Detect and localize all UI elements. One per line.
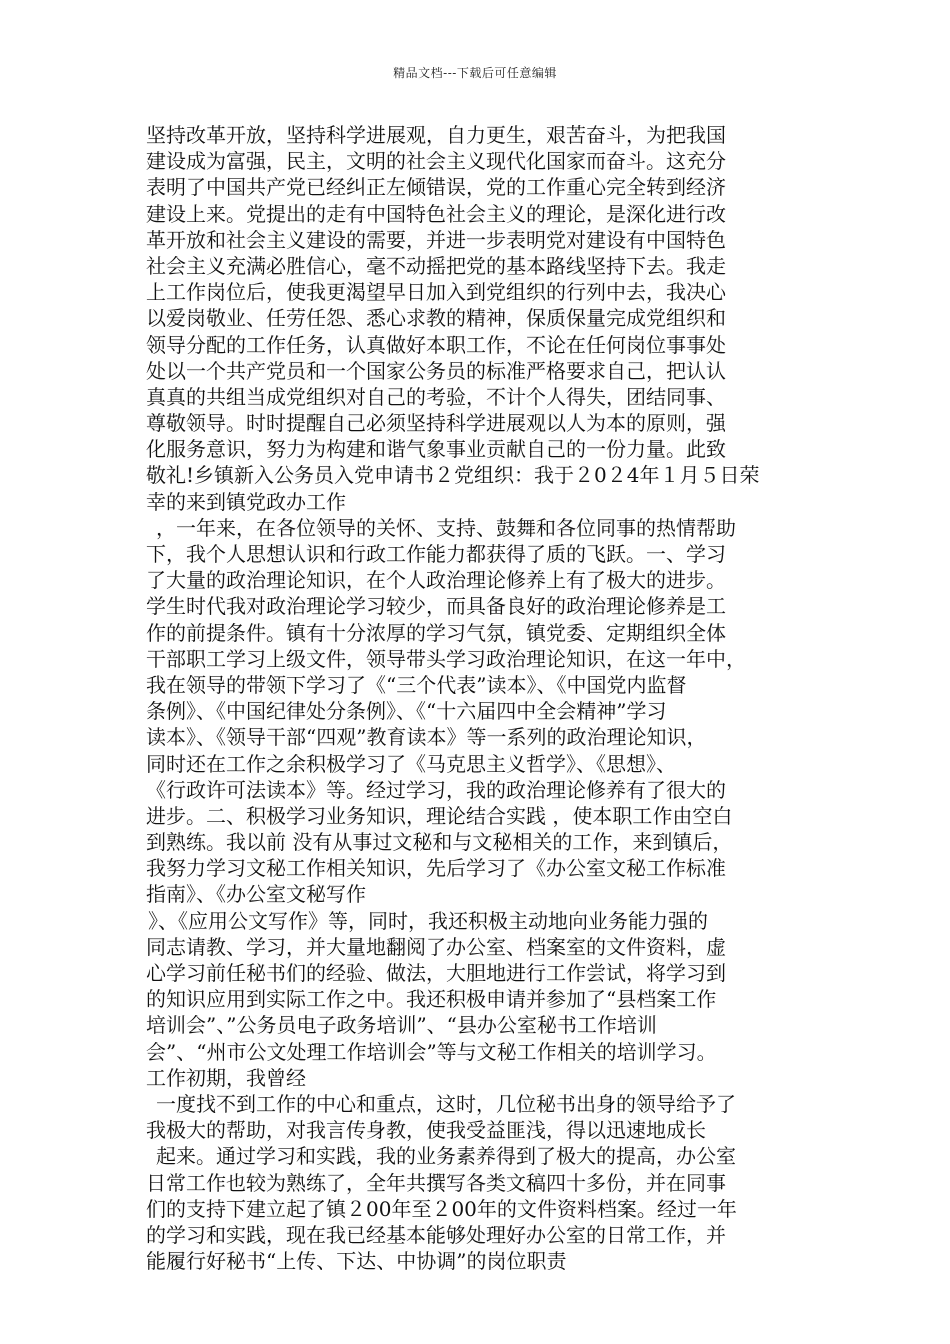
body-line: 到熟练。我以前 没有从事过文秘和与文秘相关的工作，来到镇后， xyxy=(146,830,733,855)
body-line: 我努力学习文秘工作相关知识，先后学习了《办公室文秘工作标准 xyxy=(146,856,726,881)
body-line: 幸的来到镇党政办工作 xyxy=(146,489,346,514)
body-line: 表明了中国共产党已经纠正左倾错误，党的工作重心完全转到经济 xyxy=(146,175,726,200)
body-line: 尊敬领导。时时提醒自己必须坚持科学进展观以人为本的原则，强 xyxy=(146,411,726,436)
body-line: 化服务意识，努力为构建和谐气象事业贡献自己的一份力量。此致 xyxy=(146,437,726,462)
page-header: 精品文档---下载后可任意编辑 xyxy=(393,66,557,80)
body-line: 心学习前任秘书们的经验、做法，大胆地进行工作尝试，将学习到 xyxy=(146,961,726,985)
body-line: 建设上来。党提出的走有中国特色社会主义的理论，是深化进行改 xyxy=(146,201,726,226)
body-line: 《行政许可法读本》等。经过学习，我的政治理论修养有了很大的 xyxy=(146,777,726,802)
body-line: 干部职工学习上级文件，领导带头学习政治理论知识，在这一年中， xyxy=(146,646,746,671)
body-line: 同志请教、学习，并大量地翻阅了办公室、档案室的文件资料，虚 xyxy=(146,934,726,959)
body-line: 我在领导的带领下学习了《“三个代表”读本》、《中国党内监督 xyxy=(146,672,687,697)
body-line: 一度找不到工作的中心和重点，这时，几位秘书出身的领导给予了 xyxy=(156,1091,736,1116)
body-line: 会”、“州市公文处理工作培训会”等与文秘工作相关的培训学习。 xyxy=(146,1039,717,1064)
body-line: 真真的共组当成党组织对自己的考验，不计个人得失，团结同事、 xyxy=(146,384,726,409)
body-line: 同时还在工作之余积极学习了《马克思主义哲学》、《思想》、 xyxy=(146,751,676,776)
body-line: 了大量的政治理论知识，在个人政治理论修养上有了极大的进步。 xyxy=(146,568,726,593)
body-line: 条例》、《中国纪律处分条例》、《“十六届四中全会精神”学习 xyxy=(146,699,667,724)
body-line: 领导分配的工作任务，认真做好本职工作，不论在任何岗位事事处 xyxy=(146,332,726,357)
body-line: 读本》、《领导干部“四观”教育读本》等一系列的政治理论知识， xyxy=(146,725,707,750)
body-line: 起来。通过学习和实践，我的业务素养得到了极大的提高，办公室 xyxy=(156,1144,736,1169)
document-body xyxy=(146,122,826,1274)
body-line: 的知识应用到实际工作之中。我还积极申请并参加了“县档案工作 xyxy=(146,987,717,1012)
body-line: 日常工作也较为熟练了，全年共撰写各类文稿四十多份，并在同事 xyxy=(146,1170,726,1195)
body-line: 坚持改革开放，坚持科学进展观，自力更生，艰苦奋斗，为把我国 xyxy=(146,123,726,147)
body-line: 能履行好秘书“上传、下达、中协调”的岗位职责 xyxy=(146,1249,567,1274)
body-line: 指南》、《办公室文秘写作 xyxy=(146,882,366,907)
body-line: 进步。二、积极学习业务知识，理论结合实践 ，使本职工作由空白 xyxy=(146,803,733,828)
body-line: 敬礼!乡镇新入公务员入党申请书２党组织：我于２0２4年１月５日荣 xyxy=(146,463,760,488)
body-line: 作的前提条件。镇有十分浓厚的学习气氛，镇党委、定期组织全体 xyxy=(146,620,726,645)
body-line: 以爱岗敬业、任劳任怨、悉心求教的精神，保质保量完成党组织和 xyxy=(146,306,726,331)
body-line: 社会主义充满必胜信心，毫不动摇把党的基本路线坚持下去。我走 xyxy=(146,253,726,278)
body-line: 革开放和社会主义建设的需要，并进一步表明党对建设有中国特色 xyxy=(146,227,726,252)
body-line: 培训会”、”公务员电子政务培训”、“县办公室秘书工作培训 xyxy=(146,1013,657,1038)
body-line: ，一年来，在各位领导的关怀、支持、鼓舞和各位同事的热情帮助 xyxy=(156,515,736,540)
body-line: 上工作岗位后，使我更渴望早日加入到党组织的行列中去，我决心 xyxy=(146,280,726,305)
body-line: 下，我个人思想认识和行政工作能力都获得了质的飞跃。一、学习 xyxy=(146,542,726,566)
body-line: 我极大的帮助，对我言传身教，使我受益匪浅，得以迅速地成长 xyxy=(146,1118,706,1143)
body-line: 工作初期，我曾经 xyxy=(146,1065,306,1090)
body-line: 》、《应用公文写作》等，同时，我还积极主动地向业务能力强的 xyxy=(148,908,708,933)
body-line: 的学习和实践，现在我已经基本能够处理好办公室的日常工作，并 xyxy=(146,1222,726,1247)
body-line: 处以一个共产党员和一个国家公务员的标准严格要求自己，把认认 xyxy=(146,358,726,383)
body-line: 建设成为富强，民主，文明的社会主义现代化国家而奋斗。这充分 xyxy=(146,149,726,174)
body-line: 们的支持下建立起了镇２00年至２00年的文件资料档案。经过一年 xyxy=(146,1196,737,1221)
body-line: 学生时代我对政治理论学习较少，而具备良好的政治理论修养是工 xyxy=(146,594,726,619)
